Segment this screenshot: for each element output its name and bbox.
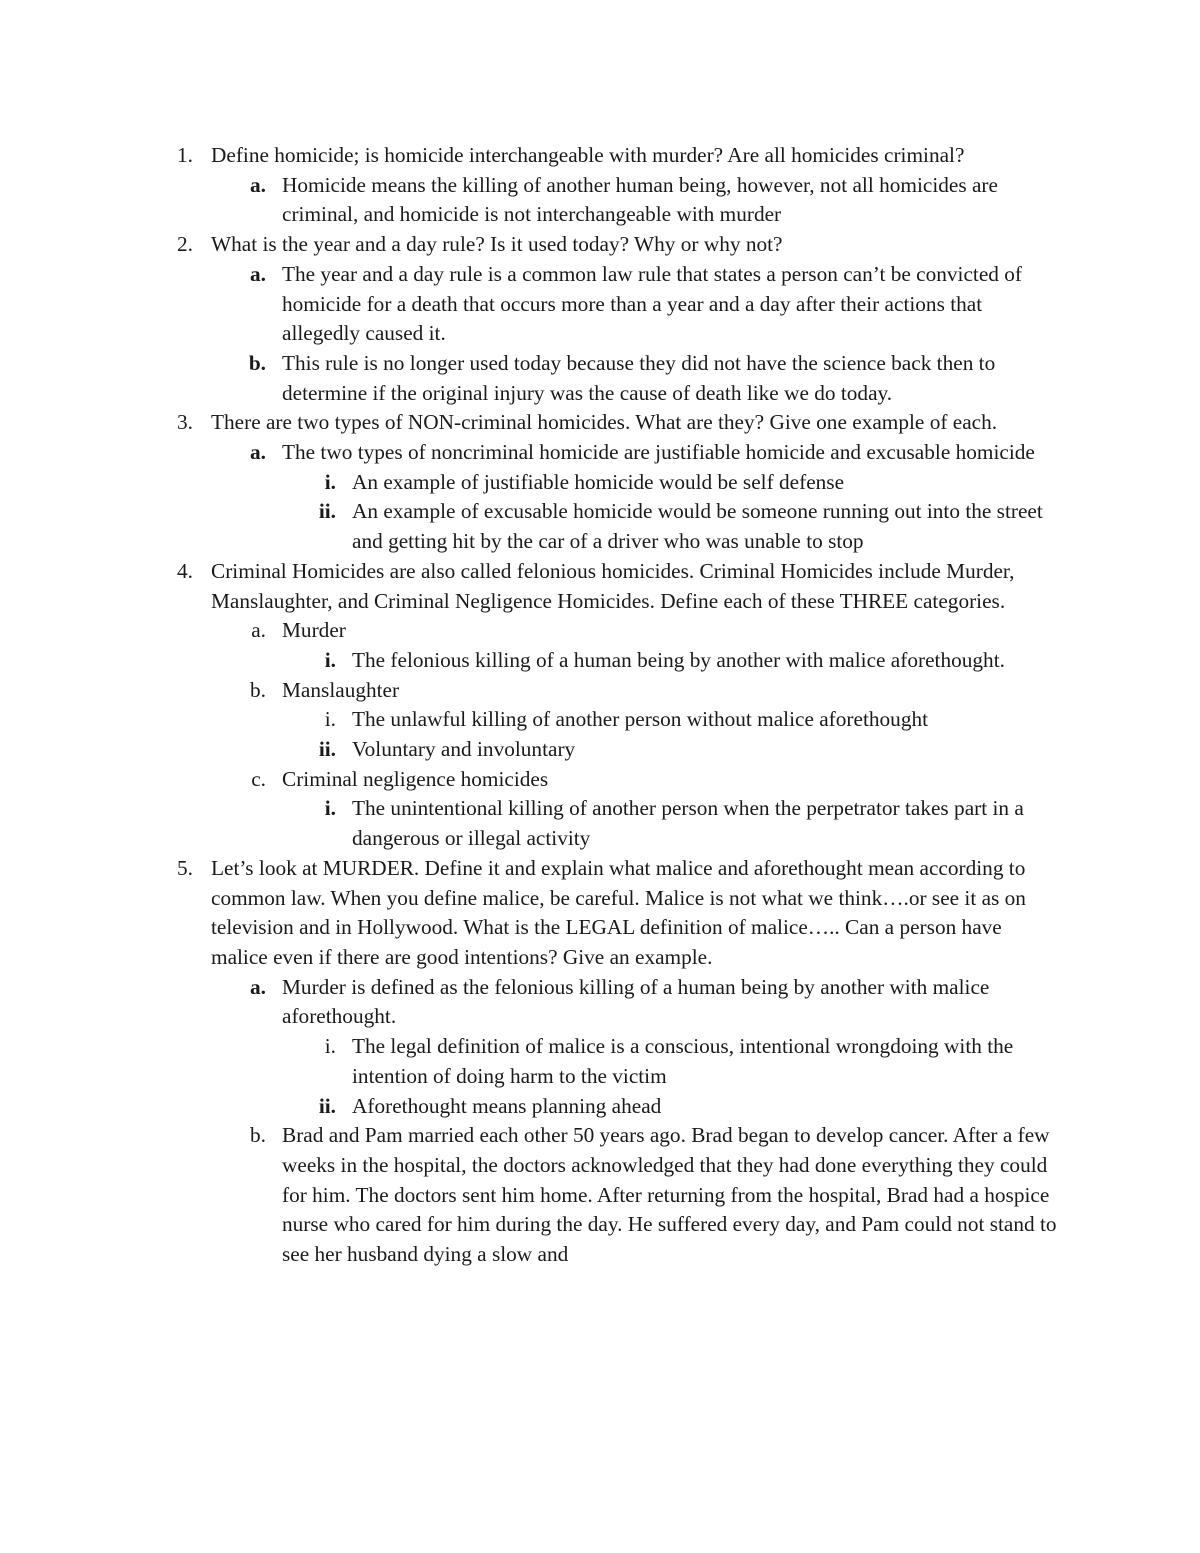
list-marker: ii.	[318, 737, 336, 762]
item-text: Voluntary and involuntary	[352, 737, 576, 762]
item-text: The felonious killing of a human being by another with malice aforethought.	[352, 647, 1005, 672]
list-marker: 3.	[177, 410, 193, 435]
list-marker: ii.	[318, 499, 336, 524]
question-list	[0, 141, 1200, 1270]
sub-answer-item	[0, 794, 1200, 853]
question-item	[0, 230, 1200, 260]
list-marker: a.	[250, 261, 266, 286]
list-marker: ii.	[318, 1093, 336, 1118]
item-text: The unintentional killing of another person when the perpetrator takes part in a dangerous or illegal activity	[352, 796, 1024, 851]
sub-answer-item	[0, 735, 1200, 765]
item-text: Aforethought means planning ahead	[352, 1093, 662, 1118]
list-marker: 4.	[177, 558, 193, 583]
sub-answer-item	[0, 1092, 1200, 1122]
item-text: Manslaughter	[282, 677, 400, 702]
question-item	[0, 854, 1200, 973]
list-marker: i.	[324, 1034, 336, 1059]
answer-item	[0, 438, 1200, 468]
list-marker: a.	[250, 172, 266, 197]
list-marker: i.	[324, 707, 336, 732]
item-text: Define homicide; is homicide interchangeable with murder? Are all homicides criminal?	[211, 143, 965, 167]
item-text: Criminal negligence homicides	[282, 766, 549, 791]
item-text: An example of excusable homicide would be someone running out into the street and getting hit by the car of a driver who was unable to stop	[352, 499, 1043, 554]
sub-answer-item	[0, 468, 1200, 498]
list-marker: 2.	[177, 232, 193, 257]
item-text: The unlawful killing of another person without malice aforethought	[352, 707, 929, 732]
question-item	[0, 408, 1200, 438]
item-text: Let’s look at MURDER. Define it and explain what malice and aforethought mean according to common law. When you define malice, be careful. Malice is not what we think….or see it as on television and in Hollywood. What is the LEGAL definition of malice….. Can a person have malice even if there are good intentions? Give an example.	[211, 855, 1026, 969]
item-text: Homicide means the killing of another human being, however, not all homicides are criminal, and homicide is not interchangeable with murder	[282, 172, 998, 227]
sub-answer-item	[0, 705, 1200, 735]
answer-item	[0, 973, 1200, 1032]
item-text: The legal definition of malice is a conscious, intentional wrongdoing with the intention of doing harm to the victim	[352, 1034, 1014, 1088]
sub-answer-item	[0, 1032, 1200, 1091]
list-marker: c.	[251, 766, 266, 791]
list-marker: i.	[324, 796, 336, 821]
answer-item	[0, 1121, 1200, 1270]
answer-item	[0, 676, 1200, 706]
item-text: Brad and Pam married each other 50 years ago. Brad began to develop cancer. After a few weeks in the hospital, the doctors acknowledged that they had done everything they could for him. The doctors sent him home. After returning from the hospital, Brad had a hospice nurse who cared for him during the day. He suffered every day, and Pam could not stand to see her husband dying a slow and	[282, 1123, 1057, 1267]
list-marker: 1.	[177, 143, 193, 167]
item-text: What is the year and a day rule? Is it used today? Why or why not?	[211, 232, 783, 257]
list-marker: a.	[250, 440, 266, 465]
list-marker: 5.	[177, 855, 193, 880]
answer-item	[0, 349, 1200, 408]
question-item	[0, 141, 1200, 171]
answer-item	[0, 616, 1200, 646]
sub-answer-item	[0, 497, 1200, 556]
answer-item	[0, 765, 1200, 795]
list-marker: a.	[250, 974, 266, 999]
item-text: Criminal Homicides are also called felonious homicides. Criminal Homicides include Murder, Manslaughter, and Criminal Negligence Homicides. Define each of these THREE categories.	[211, 558, 1015, 613]
item-text: The two types of noncriminal homicide are justifiable homicide and excusable homicide	[282, 440, 1035, 465]
list-marker: i.	[324, 469, 336, 494]
sub-answer-item	[0, 646, 1200, 676]
list-marker: b.	[248, 350, 266, 375]
item-text: Murder is defined as the felonious killing of a human being by another with malice aforethought.	[282, 974, 990, 1029]
list-marker: b.	[250, 1123, 266, 1148]
item-text: There are two types of NON-criminal homicides. What are they? Give one example of each.	[211, 410, 998, 435]
item-text: The year and a day rule is a common law rule that states a person can’t be convicted of homicide for a death that occurs more than a year and a day after their actions that allegedly caused it.	[282, 261, 1022, 346]
list-marker: i.	[324, 647, 336, 672]
answer-item	[0, 260, 1200, 349]
list-marker: a.	[251, 618, 266, 643]
question-item	[0, 557, 1200, 616]
item-text: An example of justifiable homicide would be self defense	[352, 469, 845, 494]
list-marker: b.	[250, 677, 266, 702]
item-text: Murder	[282, 618, 346, 643]
answer-item	[0, 171, 1200, 230]
item-text: This rule is no longer used today because they did not have the science back then to determine if the original injury was the cause of death like we do today.	[282, 350, 996, 405]
